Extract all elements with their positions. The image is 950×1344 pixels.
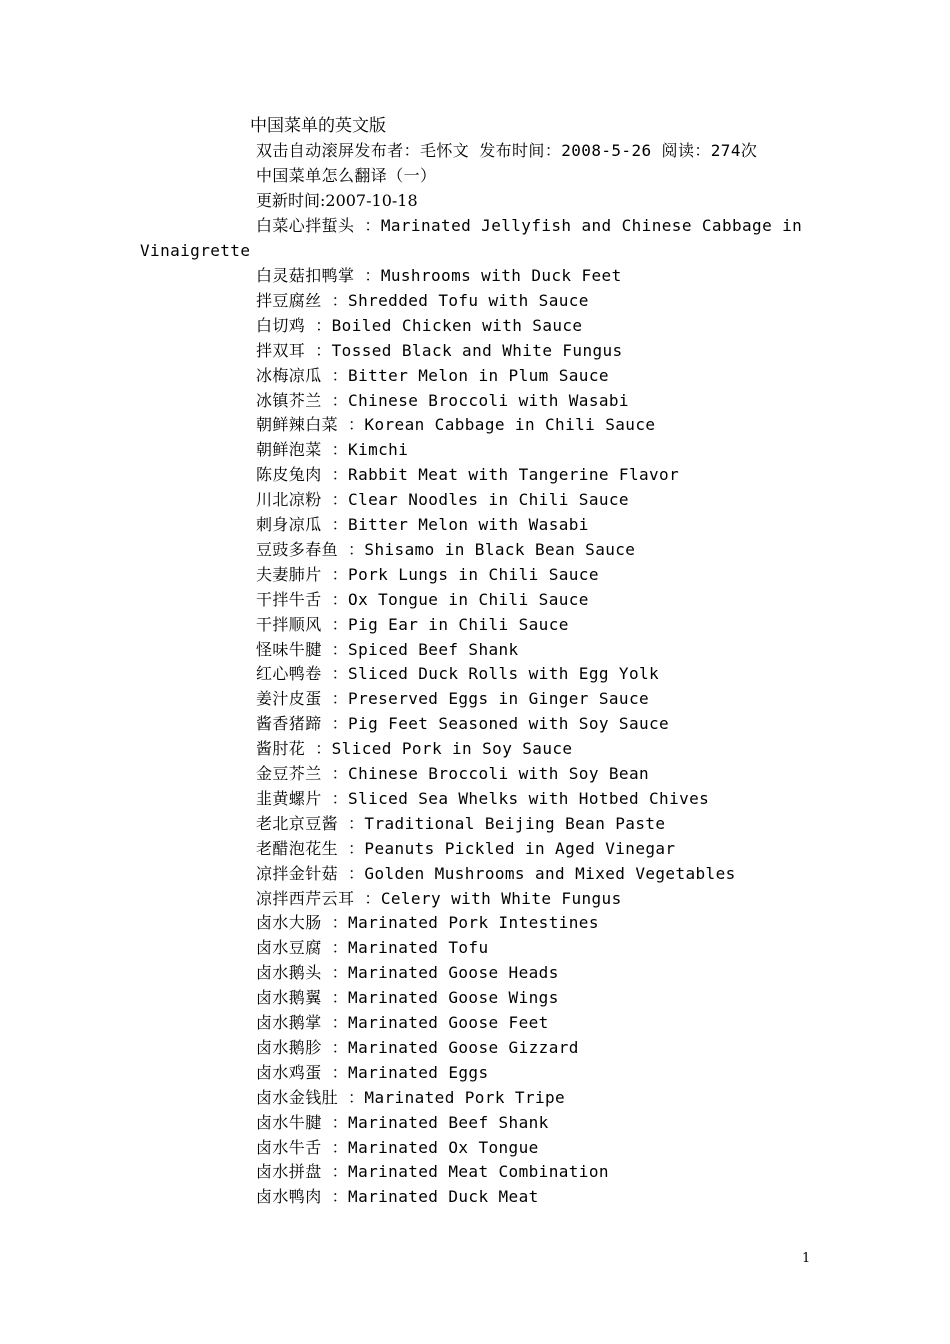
menu-item: 朝鲜泡菜 ：Kimchi [256, 440, 409, 460]
menu-item: 川北凉粉 ：Clear Noodles in Chili Sauce [256, 490, 629, 510]
menu-item: 怪味牛腱 ：Spiced Beef Shank [256, 639, 519, 659]
page-number: 1 [802, 1251, 811, 1266]
menu-item: 酱肘花 ：Sliced Pork in Soy Sauce [256, 739, 573, 759]
menu-item: 白切鸡 ：Boiled Chicken with Sauce [256, 315, 583, 335]
menu-item: 姜汁皮蛋 ：Preserved Eggs in Ginger Sauce [256, 689, 650, 709]
menu-item: 金豆芥兰 ：Chinese Broccoli with Soy Bean [256, 764, 650, 783]
menu-item: 拌双耳 ：Tossed Black and White Fungus [256, 340, 623, 360]
menu-item: 刺身凉瓜 ：Bitter Melon with Wasabi [256, 515, 589, 534]
menu-item: 卤水牛腱 ：Marinated Beef Shank [256, 1112, 549, 1132]
menu-item: 夫妻肺片 ：Pork Lungs in Chili Sauce [256, 564, 599, 584]
menu-item: 冰梅凉瓜 ：Bitter Melon in Plum Sauce [256, 365, 609, 385]
menu-item: 白灵菇扣鸭掌 ：Mushrooms with Duck Feet [256, 266, 622, 285]
menu-item: 陈皮兔肉 ：Rabbit Meat with Tangerine Flavor [256, 465, 680, 485]
menu-item: 老北京豆酱 ：Traditional Beijing Bean Paste [256, 813, 666, 833]
menu-item: 凉拌金针菇 ：Golden Mushrooms and Mixed Vegetables [256, 863, 736, 883]
menu-item: 卤水鸭肉 ：Marinated Duck Meat [256, 1187, 539, 1207]
menu-item: 卤水牛舌 ：Marinated Ox Tongue [256, 1137, 539, 1157]
menu-item: 凉拌西芹云耳 ：Celery with White Fungus [256, 888, 622, 908]
menu-item: 拌豆腐丝 ：Shredded Tofu with Sauce [256, 290, 589, 310]
update-time: 更新时间:2007-10-18 [256, 191, 418, 210]
menu-item: 干拌顺风 ：Pig Ear in Chili Sauce [256, 614, 569, 634]
menu-item: 冰镇芥兰 ：Chinese Broccoli with Wasabi [256, 390, 629, 410]
menu-item: 老醋泡花生 ：Peanuts Pickled in Aged Vinegar [256, 838, 676, 858]
menu-item: 红心鸭卷 ：Sliced Duck Rolls with Egg Yolk [256, 664, 660, 684]
menu-item: 卤水鹅胗 ：Marinated Goose Gizzard [256, 1037, 579, 1057]
menu-item: 卤水拼盘 ：Marinated Meat Combination [256, 1162, 609, 1182]
menu-item-first-line2: Vinaigrette [140, 241, 251, 260]
menu-item: 酱香猪蹄 ：Pig Feet Seasoned with Soy Sauce [256, 714, 670, 734]
menu-item: 韭黄螺片 ：Sliced Sea Whelks with Hotbed Chives [256, 788, 710, 808]
menu-item: 豆豉多春鱼 ：Shisamo in Black Bean Sauce [256, 539, 636, 559]
menu-item-first-line1: 白菜心拌蜇头 ：Marinated Jellyfish and Chinese Cabbage in [256, 216, 803, 235]
menu-item: 卤水鹅翼 ：Marinated Goose Wings [256, 988, 559, 1008]
menu-item: 卤水金钱肚 ：Marinated Pork Tripe [256, 1087, 566, 1107]
menu-item: 卤水鹅掌 ：Marinated Goose Feet [256, 1013, 549, 1032]
menu-item: 卤水鹅头 ：Marinated Goose Heads [256, 963, 559, 983]
document-title: 中国菜单的英文版 [250, 116, 386, 136]
menu-item: 卤水豆腐 ：Marinated Tofu [256, 938, 489, 958]
subtitle: 中国菜单怎么翻译（一） [256, 166, 437, 185]
publish-meta-line: 双击自动滚屏发布者：毛怀文 发布时间：2008-5-26 阅读：274次 [256, 141, 758, 160]
menu-item: 干拌牛舌 ：Ox Tongue in Chili Sauce [256, 589, 589, 609]
menu-item: 朝鲜辣白菜 ：Korean Cabbage in Chili Sauce [256, 415, 656, 435]
menu-item: 卤水大肠 ：Marinated Pork Intestines [256, 913, 599, 933]
menu-item: 卤水鸡蛋 ：Marinated Eggs [256, 1062, 489, 1082]
